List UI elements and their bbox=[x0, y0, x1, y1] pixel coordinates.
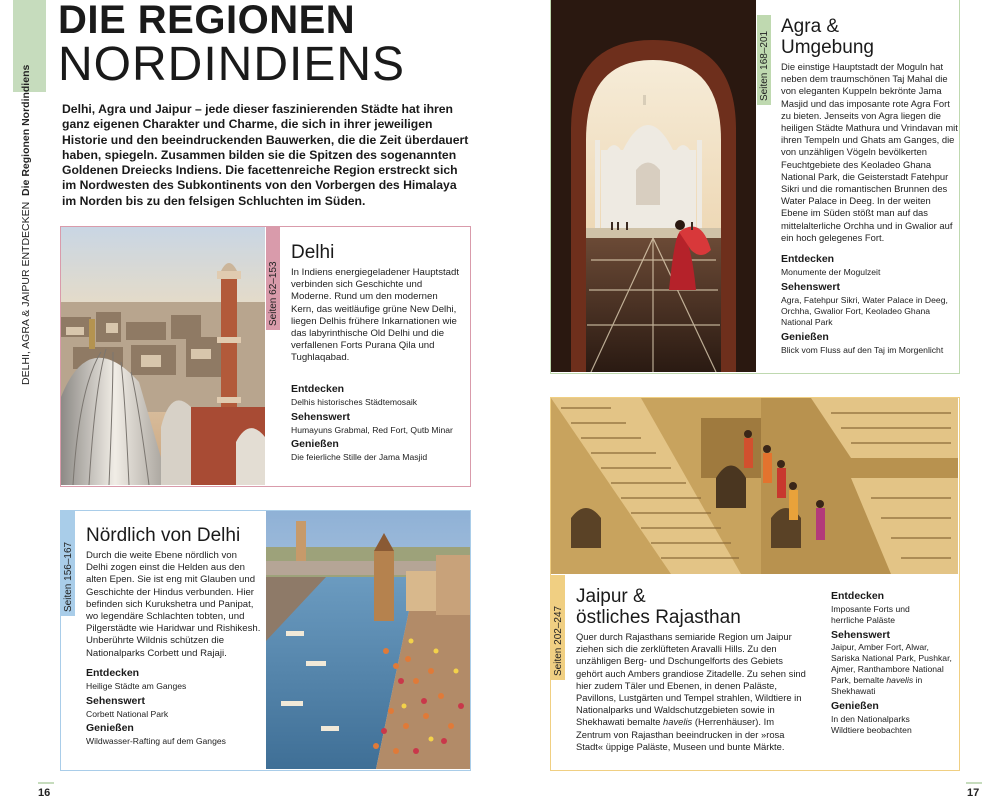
section-running-head-bold: Die Regionen Nordindiens bbox=[20, 64, 32, 196]
delhi-photo bbox=[61, 227, 265, 485]
agra-sights: Agra, Fatehpur Sikri, Water Palace in Deeg, Orchha, Gwalior Fort, Keoladeo Ghana National Park bbox=[781, 295, 948, 327]
page-title-line2: NORDINDIENS bbox=[58, 38, 406, 91]
jaipur-sights: Jaipur, Amber Fort, Alwar, Sariska National Park, Pushkar, Ajmer, Ranthambore National Park, bemalte havelis in Shekhawati bbox=[831, 642, 952, 696]
north-pages: Seiten 156–167 bbox=[63, 541, 74, 612]
jaipur-enjoy-label: Genießen bbox=[831, 700, 879, 712]
region-card-jaipur bbox=[550, 397, 960, 771]
north-sights: Corbett National Park bbox=[86, 709, 169, 719]
north-discover: Heilige Städte am Ganges bbox=[86, 681, 187, 691]
north-page-tab bbox=[61, 511, 75, 616]
north-enjoy-label: Genießen bbox=[86, 722, 134, 734]
delhi-sights: Humayuns Grabmal, Red Fort, Qutb Minar bbox=[291, 425, 453, 435]
page-title-line1: DIE REGIONEN bbox=[58, 0, 356, 42]
jaipur-title-line2: östliches Rajasthan bbox=[576, 607, 741, 628]
agra-sights-label: Sehenswert bbox=[781, 281, 840, 293]
agra-title-line2: Umgebung bbox=[781, 37, 874, 58]
page-number-left: 16 bbox=[38, 787, 51, 799]
delhi-pages: Seiten 62–153 bbox=[268, 261, 279, 326]
agra-enjoy: Blick vom Fluss auf den Taj im Morgenlicht bbox=[781, 345, 944, 355]
jaipur-sights-label: Sehenswert bbox=[831, 629, 890, 641]
agra-title-line1: Agra & bbox=[781, 16, 840, 37]
agra-discover: Monumente der Mogulzeit bbox=[781, 267, 881, 277]
delhi-enjoy: Die feierliche Stille der Jama Masjid bbox=[291, 452, 428, 462]
delhi-sights-label: Sehenswert bbox=[291, 411, 350, 423]
delhi-title: Delhi bbox=[291, 242, 335, 263]
north-title: Nördlich von Delhi bbox=[86, 525, 241, 546]
page-number-rule-right bbox=[966, 782, 982, 784]
region-card-delhi bbox=[60, 226, 471, 487]
page-number-right: 17 bbox=[967, 787, 980, 799]
delhi-enjoy-label: Genießen bbox=[291, 438, 339, 450]
jaipur-enjoy: In den Nationalparks Wildtiere beobachten bbox=[831, 714, 912, 735]
agra-discover-label: Entdecken bbox=[781, 253, 835, 265]
delhi-page-tab bbox=[266, 227, 280, 330]
taj-mahal-photo bbox=[551, 0, 756, 372]
delhi-discover-label: Entdecken bbox=[291, 383, 345, 395]
agra-pages: Seiten 168–201 bbox=[759, 30, 770, 101]
agra-page-tab bbox=[757, 15, 771, 105]
jaipur-discover: Imposante Forts und herrliche Paläste bbox=[831, 604, 910, 625]
delhi-discover: Delhis historisches Städtemosaik bbox=[291, 397, 418, 407]
agra-enjoy-label: Genießen bbox=[781, 331, 829, 343]
page-number-rule-left bbox=[38, 782, 54, 784]
jaipur-page-tab bbox=[551, 575, 565, 680]
jaipur-text: Quer durch Rajasthans semiaride Region um Jaipur ziehen sich die zerklüfteten Aravalli Hills. Zu den unzähligen Berg- und Dschungelforts des Gebiets gehört auch Ambers grandiose Zitadelle. Zu sehen sind hier zudem Täler und Ebenen, in denen Paläste, Pavillons, Lustgärten und Tempel strahlen, Wildtiere in Nationalparks und Waldschutzgebieten sowie in Shekhawati bemalte havelis (Herrenhäuser). Im Zentrum von Rajasthan beeindrucken in der »rosa Stadt« üppige Paläste, Museen und bunte Märkte. bbox=[576, 631, 806, 752]
region-card-agra bbox=[550, 0, 960, 374]
north-enjoy: Wildwasser-Rafting auf dem Ganges bbox=[86, 736, 226, 746]
north-discover-label: Entdecken bbox=[86, 667, 140, 679]
jaipur-discover-label: Entdecken bbox=[831, 590, 885, 602]
jaipur-pages: Seiten 202–247 bbox=[553, 605, 564, 676]
section-running-head-light: DELHI, AGRA & JAIPUR ENTDECKEN bbox=[20, 201, 32, 385]
haridwar-photo bbox=[266, 511, 470, 769]
region-card-north bbox=[60, 510, 471, 771]
agra-text: Die einstige Hauptstadt der Moguln hat neben dem traumschönen Taj Mahal die von eleganten Kuppeln bekrönte Jama Masjid und das imposante rote Agra Fort zu bieten. Jenseits von Agra liegen die heiligen Städte Mathura und Vrindavan mit ihren Tempeln und Ghats am Ganges, die von unzähligen Vögeln bevölkerten Feuchtgebiete des Keoladeo Ghana National Park, die Geisterstadt Fatehpur Sikri und die romantischen Brunnen des Water Palace in Deeg. In der weiten Ebene im Süden stößt man auf das mittelalterliche Orchha und in Gwalior auf ein hoch gelegenes Fort. bbox=[781, 61, 958, 243]
north-text: Durch die weite Ebene nördlich von Delhi zogen einst die Helden aus den alten Epen. Sie ist eng mit Glauben und Geschichte der Hindus verbunden. Hier befinden sich Kurukshetra und Panipat, wo legendäre Schlachten tobten, und Pilgerstädte wie Haridwar und Rishikesh. Unberührte Wildnis schützen die Nationalparks Corbett und Rajaji. bbox=[86, 550, 261, 659]
north-sights-label: Sehenswert bbox=[86, 695, 145, 707]
stepwell-photo bbox=[551, 398, 958, 574]
delhi-text: In Indiens energiegeladener Hauptstadt verbinden sich Geschichte und Moderne. Rund um den modernen Kern, das weitläufige grüne New Delhi, liegen Delhis frühere Inkarnationen wie das labyrinthische Old Delhi und die verfallenen Forts Purana Qila und Tughlaqabad. bbox=[291, 267, 460, 364]
jaipur-title-line1: Jaipur & bbox=[576, 586, 646, 607]
intro-text: Delhi, Agra und Jaipur – jede dieser faszinierenden Städte hat ihren ganz eigenen Charakter und Charme, die sich in ihrer jeweiligen Historie und den beeindruckenden Bauwerken, die die Zeit überdauert haben, spiegeln. Zusammen bilden sie die Spitzen des sogenannten Goldenen Dreiecks Indiens. Die facettenreiche Region erstreckt sich im Nordwesten des Subkontinents von den Vorbergen des Himalaya im Norden bis zu den felsigen Schluchten im Süden. bbox=[62, 102, 469, 208]
